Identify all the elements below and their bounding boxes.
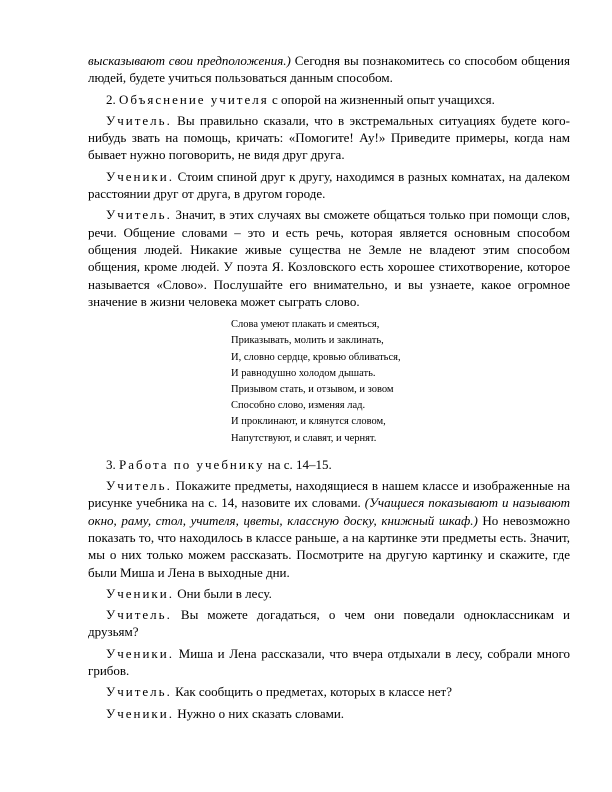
speaker-label: Учитель. [106, 478, 172, 494]
italic-note: (Учащиеся показывают и называют окно, раму, стол, учителя, цветы, классную доску, книжный шкаф.) [88, 495, 571, 528]
speaker-label: Ученики. [106, 705, 174, 721]
dialogue-paragraph [88, 683, 570, 700]
paragraph-text: Как сообщить о предметах, которых в классе нет? [171, 684, 452, 700]
dialogue-paragraph [88, 705, 570, 722]
paragraph-text: Вы можете догадаться, о чем они поведали одноклассникам и друзьям? [88, 607, 570, 640]
speaker-label: Учитель. [106, 112, 172, 128]
dialogue-paragraph [88, 477, 570, 581]
poem-line: Призывом стать, и отзывом, и зовом [231, 383, 394, 395]
poem [231, 317, 570, 447]
section-title: Объяснение учителя [119, 91, 269, 107]
poem-line: Слова умеют плакать и смеяться, [231, 319, 380, 331]
dialogue-paragraph [88, 645, 570, 680]
dialogue-paragraph [88, 168, 570, 203]
speaker-label: Ученики. [106, 585, 174, 601]
speaker-label: Ученики. [106, 645, 174, 661]
paragraph-text: Они были в лесу. [173, 585, 272, 601]
paragraph-text: Сегодня вы познакомитесь со способом общения людей, будете учиться пользоваться данным способом. [88, 53, 570, 86]
section-heading [88, 91, 570, 108]
speaker-label: Учитель. [106, 607, 172, 623]
paragraph-text: Но невозможно показать то, что находилось в классе раньше, а на картинке эти предметы есть. Значит, мы о них только можем рассказать. Посмотрите на другую картинку и скажите, где были Миша и Лена в выходные дни. [88, 512, 570, 580]
paragraph-text: с опорой на жизненный опыт учащихся. [268, 91, 495, 107]
section-number: 3. [106, 456, 119, 472]
paragraph-text: на с. 14–15. [264, 456, 332, 472]
speaker-label: Ученики. [106, 168, 174, 184]
speaker-label: Учитель. [106, 207, 172, 223]
italic-note: высказывают свои предположения.) [88, 53, 291, 68]
paragraph-text: Нужно о них сказать словами. [173, 705, 345, 721]
paragraph-text: Значит, в этих случаях вы сможете общаться только при помощи слов, речи. Общение словами – это и есть речь, которая является основным способом общения людей. Никакие живые существа не Земле не владеют этим способом общения, кроме людей. У поэта Я. Козловского есть хорошее стихотворение, которое называется «Слово». Послушайте его внимательно, и вы узнаете, какое огромное значение в жизни человека может сыграть слово. [88, 207, 570, 309]
poem-line: Способно слово, изменяя лад. [231, 400, 366, 412]
dialogue-paragraph [88, 585, 570, 602]
paragraph [88, 52, 570, 87]
section-number: 2. [106, 91, 119, 107]
dialogue-paragraph [88, 112, 570, 164]
dialogue-paragraph [88, 206, 570, 310]
poem-line: Приказывать, молить и заклинать, [231, 335, 384, 347]
dialogue-paragraph [88, 606, 570, 641]
document-body [88, 52, 570, 726]
poem-line: И, словно сердце, кровью обливаться, [231, 351, 401, 363]
section-heading [88, 456, 570, 473]
poem-line: И равнодушно холодом дышать. [231, 367, 376, 379]
paragraph-text: Стоим спиной друг к другу, находимся в разных комнатах, на далеком расстоянии друг от друга, в другом городе. [88, 168, 570, 202]
paragraph-text: Миша и Лена рассказали, что вчера отдыхали в лесу, собрали много грибов. [88, 645, 570, 679]
paragraph-text: Вы правильно сказали, что в экстремальных ситуациях будете кого-нибудь звать на помощь, кричать: «Помогите! Ау!» Приведите примеры, когда нам бывает нужно поговорить, не видя друг друга. [88, 112, 570, 163]
paragraph-text: Покажите предметы, находящиеся в нашем классе и изображенные на рисунке учебника на с. 14, назовите их словами. [88, 478, 570, 511]
section-title: Работа по учебнику [119, 456, 265, 472]
speaker-label: Учитель. [106, 684, 172, 700]
poem-line: И проклинают, и клянутся словом, [231, 416, 386, 428]
poem-line: Напутствуют, и славят, и чернят. [231, 432, 377, 444]
